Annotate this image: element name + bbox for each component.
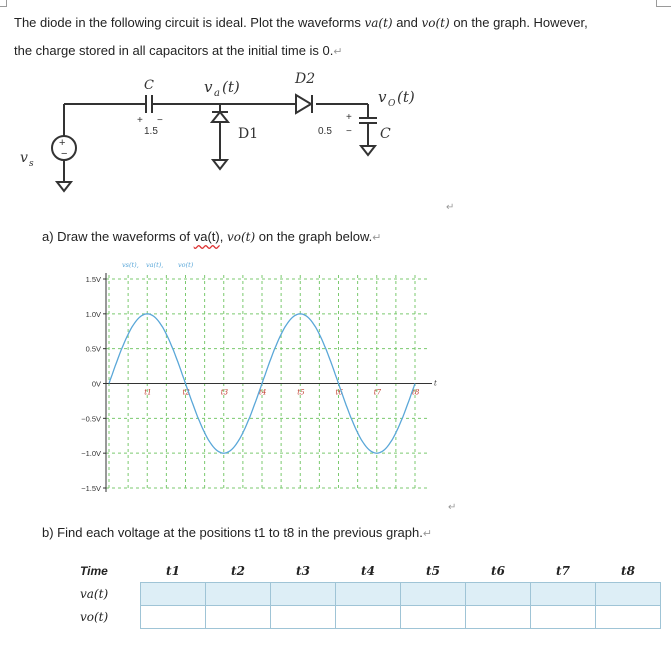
part-b-question: b) Find each voltage at the positions t1 to t8 in the previous graph.↵ — [42, 525, 433, 540]
va-label-arg: (t) — [222, 78, 240, 96]
vo-label-arg: (t) — [397, 88, 415, 106]
source-minus-sign: − — [61, 148, 68, 160]
table-header-t4: t4 — [361, 564, 375, 578]
table-header-t3: t3 — [296, 564, 310, 578]
va-cell-t5[interactable] — [401, 583, 466, 606]
part-a-question: a) Draw the waveforms of va(t), vo(t) on the graph below.↵ — [42, 229, 382, 244]
row-label-va: va(t) — [80, 587, 109, 601]
va-cell-t7[interactable] — [531, 583, 596, 606]
row-label-vo: vo(t) — [80, 610, 109, 624]
source-plus-sign: + — [59, 137, 66, 149]
table-header-t8: t8 — [621, 564, 635, 578]
table-header-t5: t5 — [426, 564, 440, 578]
time-marker-label: t1 — [144, 388, 152, 397]
cap1-plus: + — [137, 115, 143, 126]
cap2-minus: − — [346, 126, 352, 137]
time-marker-label: t6 — [335, 388, 343, 397]
cap1-value: 1.5 — [144, 126, 158, 137]
table-header-t7: t7 — [556, 564, 570, 578]
legend-item: vs(t), — [122, 261, 139, 269]
va-label-sub: a — [214, 88, 220, 99]
va-label: v — [204, 78, 213, 96]
voltage-table — [76, 560, 661, 629]
table-row-va — [76, 583, 661, 606]
time-marker-label: t3 — [220, 388, 229, 397]
vo-cell-t2[interactable] — [206, 606, 271, 629]
y-tick-label: −1.0V — [81, 449, 101, 459]
corner-mark-left — [0, 0, 7, 7]
va-cell-t2[interactable] — [206, 583, 271, 606]
graph-return-mark: ↵ — [448, 502, 457, 512]
table-header-time: Time — [80, 564, 108, 579]
table-header-t6: t6 — [491, 564, 505, 578]
corner-mark-right — [656, 0, 671, 7]
cap1-minus: − — [157, 115, 163, 126]
source-label-sub: s — [29, 159, 34, 169]
va-cell-t4[interactable] — [336, 583, 401, 606]
y-tick-label: −1.5V — [81, 484, 101, 493]
time-marker-label: t4 — [259, 388, 267, 397]
table-header-t1: t1 — [166, 564, 180, 578]
vo-label-sub: O — [388, 99, 396, 109]
y-tick-label: 1.5V — [85, 275, 101, 284]
legend-item: vo(t) — [178, 261, 194, 269]
vo-cell-t8[interactable] — [596, 606, 661, 629]
d2-label: D2 — [295, 71, 316, 87]
y-tick-label: 0V — [91, 379, 101, 389]
vo-cell-t7[interactable] — [531, 606, 596, 629]
cap1-label: C — [144, 78, 154, 93]
vo-cell-t5[interactable] — [401, 606, 466, 629]
circuit-diagram — [0, 60, 671, 280]
y-tick-label: −0.5V — [81, 414, 101, 424]
va-cell-t6[interactable] — [466, 583, 531, 606]
cap2-value: 0.5 — [318, 126, 332, 137]
table-header-t2: t2 — [231, 564, 245, 578]
t-axis-label: t — [434, 379, 437, 388]
waveform-graph[interactable] — [0, 252, 671, 512]
d1-label: D1 — [238, 126, 259, 142]
problem-statement: The diode in the following circuit is ideal. Plot the waveforms va(t) and vo(t) on the graph. However, the charge stored in all capacitors at the initial time is 0.↵ — [14, 15, 588, 58]
vo-cell-t4[interactable] — [336, 606, 401, 629]
y-tick-label: 0.5V — [85, 344, 101, 354]
source-label: v — [20, 150, 28, 166]
va-cell-t1[interactable] — [141, 583, 206, 606]
time-marker-label: t2 — [182, 388, 190, 397]
legend-item: va(t), — [146, 261, 164, 269]
time-marker-label: t7 — [373, 388, 382, 397]
time-marker-label: t8 — [412, 388, 420, 397]
va-cell-t3[interactable] — [271, 583, 336, 606]
vo-cell-t3[interactable] — [271, 606, 336, 629]
vo-cell-t6[interactable] — [466, 606, 531, 629]
va-cell-t8[interactable] — [596, 583, 661, 606]
table-header-row — [76, 560, 661, 583]
cap2-label: C — [380, 126, 391, 142]
table-row-vo — [76, 606, 661, 629]
vo-label: v — [378, 88, 387, 106]
y-tick-label: 1.0V — [85, 309, 101, 319]
svg-text:↵: ↵ — [446, 202, 455, 213]
time-marker-label: t5 — [297, 388, 305, 397]
cap2-plus: + — [346, 112, 352, 123]
vo-cell-t1[interactable] — [141, 606, 206, 629]
